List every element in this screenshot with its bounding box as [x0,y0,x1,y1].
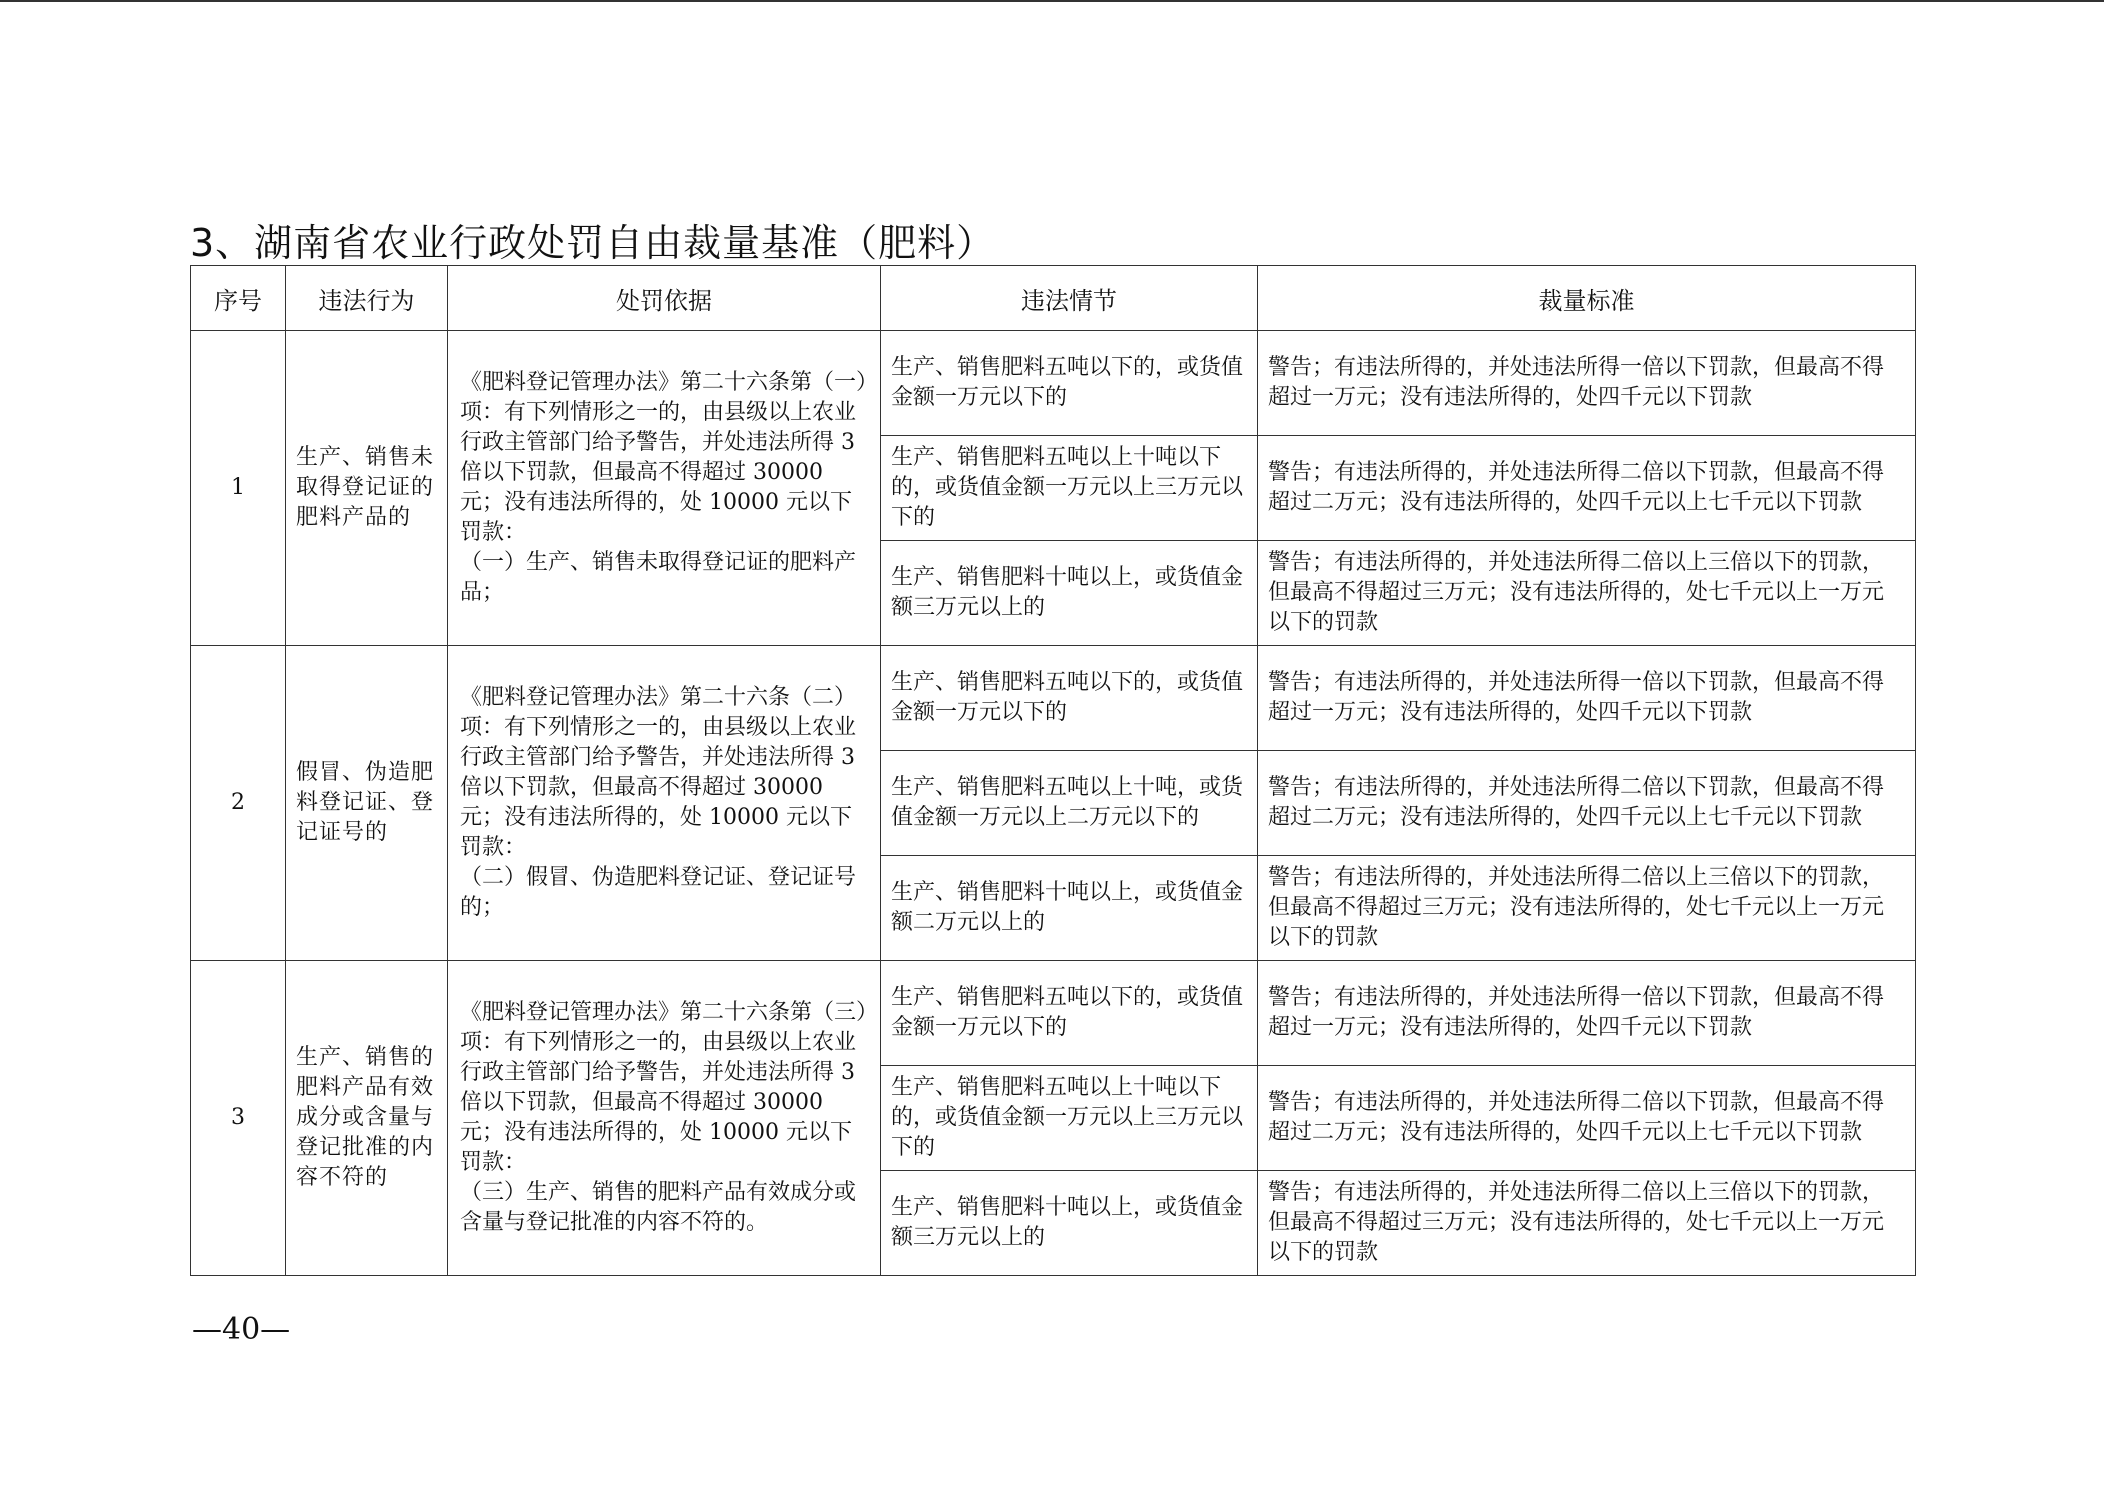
discretion-standard: 警告；有违法所得的，并处违法所得二倍以上三倍以下的罚款，但最高不得超过三万元；没有违法所得的，处七千元以上一万元以下的罚款 [1258,1171,1916,1276]
legal-basis-text: 《肥料登记管理办法》第二十六条（二）项：有下列情形之一的，由县级以上农业行政主管部门给予警告，并处违法所得 3 倍以下罚款，但最高不得超过 30000 元；没有违法所得的，处 10000 元以下罚款： [460,685,857,860]
row-number: 3 [191,961,286,1276]
header-number: 序号 [191,266,286,331]
circumstance: 生产、销售肥料五吨以上十吨以下的，或货值金额一万元以上三万元以下的 [881,436,1258,541]
legal-basis-text: 《肥料登记管理办法》第二十六条第（一）项：有下列情形之一的，由县级以上农业行政主管部门给予警告，并处违法所得 3 倍以下罚款，但最高不得超过 30000 元；没有违法所得的，处 10000 元以下罚款： [460,370,868,545]
legal-basis-item: （三）生产、销售的肥料产品有效成分或含量与登记批准的内容不符的。 [460,1180,857,1235]
header-discretion-standard: 裁量标准 [1258,266,1916,331]
table-row [191,646,1916,751]
circumstance: 生产、销售肥料十吨以上，或货值金额三万元以上的 [881,541,1258,646]
discretion-standard: 警告；有违法所得的，并处违法所得一倍以下罚款，但最高不得超过一万元；没有违法所得的，处四千元以下罚款 [1258,961,1916,1066]
circumstance: 生产、销售肥料五吨以下的，或货值金额一万元以下的 [881,961,1258,1066]
top-border-line [0,0,2104,2]
legal-basis-item: （一）生产、销售未取得登记证的肥料产品； [460,550,857,605]
circumstance: 生产、销售肥料五吨以下的，或货值金额一万元以下的 [881,646,1258,751]
legal-basis [448,646,881,961]
circumstance: 生产、销售肥料五吨以上十吨以下的，或货值金额一万元以上三万元以下的 [881,1066,1258,1171]
page-title: 3、湖南省农业行政处罚自由裁量基准（肥料） [190,221,996,265]
discretion-standard: 警告；有违法所得的，并处违法所得二倍以上三倍以下的罚款，但最高不得超过三万元；没有违法所得的，处七千元以上一万元以下的罚款 [1258,856,1916,961]
discretion-standard: 警告；有违法所得的，并处违法所得二倍以下罚款，但最高不得超过二万元；没有违法所得的，处四千元以上七千元以下罚款 [1258,751,1916,856]
page-number: —40— [192,1312,291,1347]
violation-act: 假冒、伪造肥料登记证、登记证号的 [286,646,448,961]
circumstance: 生产、销售肥料十吨以上，或货值金额三万元以上的 [881,1171,1258,1276]
violation-act: 生产、销售未取得登记证的肥料产品的 [286,331,448,646]
row-number: 2 [191,646,286,961]
table-row [191,331,1916,436]
discretion-standard: 警告；有违法所得的，并处违法所得二倍以上三倍以下的罚款，但最高不得超过三万元；没有违法所得的，处七千元以上一万元以下的罚款 [1258,541,1916,646]
header-circumstance: 违法情节 [881,266,1258,331]
header-legal-basis: 处罚依据 [448,266,881,331]
row-number: 1 [191,331,286,646]
violation-act: 生产、销售的肥料产品有效成分或含量与登记批准的内容不符的 [286,961,448,1276]
legal-basis [448,331,881,646]
discretion-standard: 警告；有违法所得的，并处违法所得二倍以下罚款，但最高不得超过二万元；没有违法所得的，处四千元以上七千元以下罚款 [1258,436,1916,541]
table-header-row [191,266,1916,331]
penalty-standard-table [190,265,1916,1276]
discretion-standard: 警告；有违法所得的，并处违法所得二倍以下罚款，但最高不得超过二万元；没有违法所得的，处四千元以上七千元以下罚款 [1258,1066,1916,1171]
legal-basis [448,961,881,1276]
circumstance: 生产、销售肥料五吨以下的，或货值金额一万元以下的 [881,331,1258,436]
legal-basis-text: 《肥料登记管理办法》第二十六条第（三）项：有下列情形之一的，由县级以上农业行政主管部门给予警告，并处违法所得 3 倍以下罚款，但最高不得超过 30000 元；没有违法所得的，处 10000 元以下罚款： [460,1000,868,1175]
circumstance: 生产、销售肥料十吨以上，或货值金额二万元以上的 [881,856,1258,961]
legal-basis-item: （二）假冒、伪造肥料登记证、登记证号的； [460,865,857,920]
header-violation: 违法行为 [286,266,448,331]
table-row [191,961,1916,1066]
discretion-standard: 警告；有违法所得的，并处违法所得一倍以下罚款，但最高不得超过一万元；没有违法所得的，处四千元以下罚款 [1258,646,1916,751]
circumstance: 生产、销售肥料五吨以上十吨，或货值金额一万元以上二万元以下的 [881,751,1258,856]
discretion-standard: 警告；有违法所得的，并处违法所得一倍以下罚款，但最高不得超过一万元；没有违法所得的，处四千元以下罚款 [1258,331,1916,436]
